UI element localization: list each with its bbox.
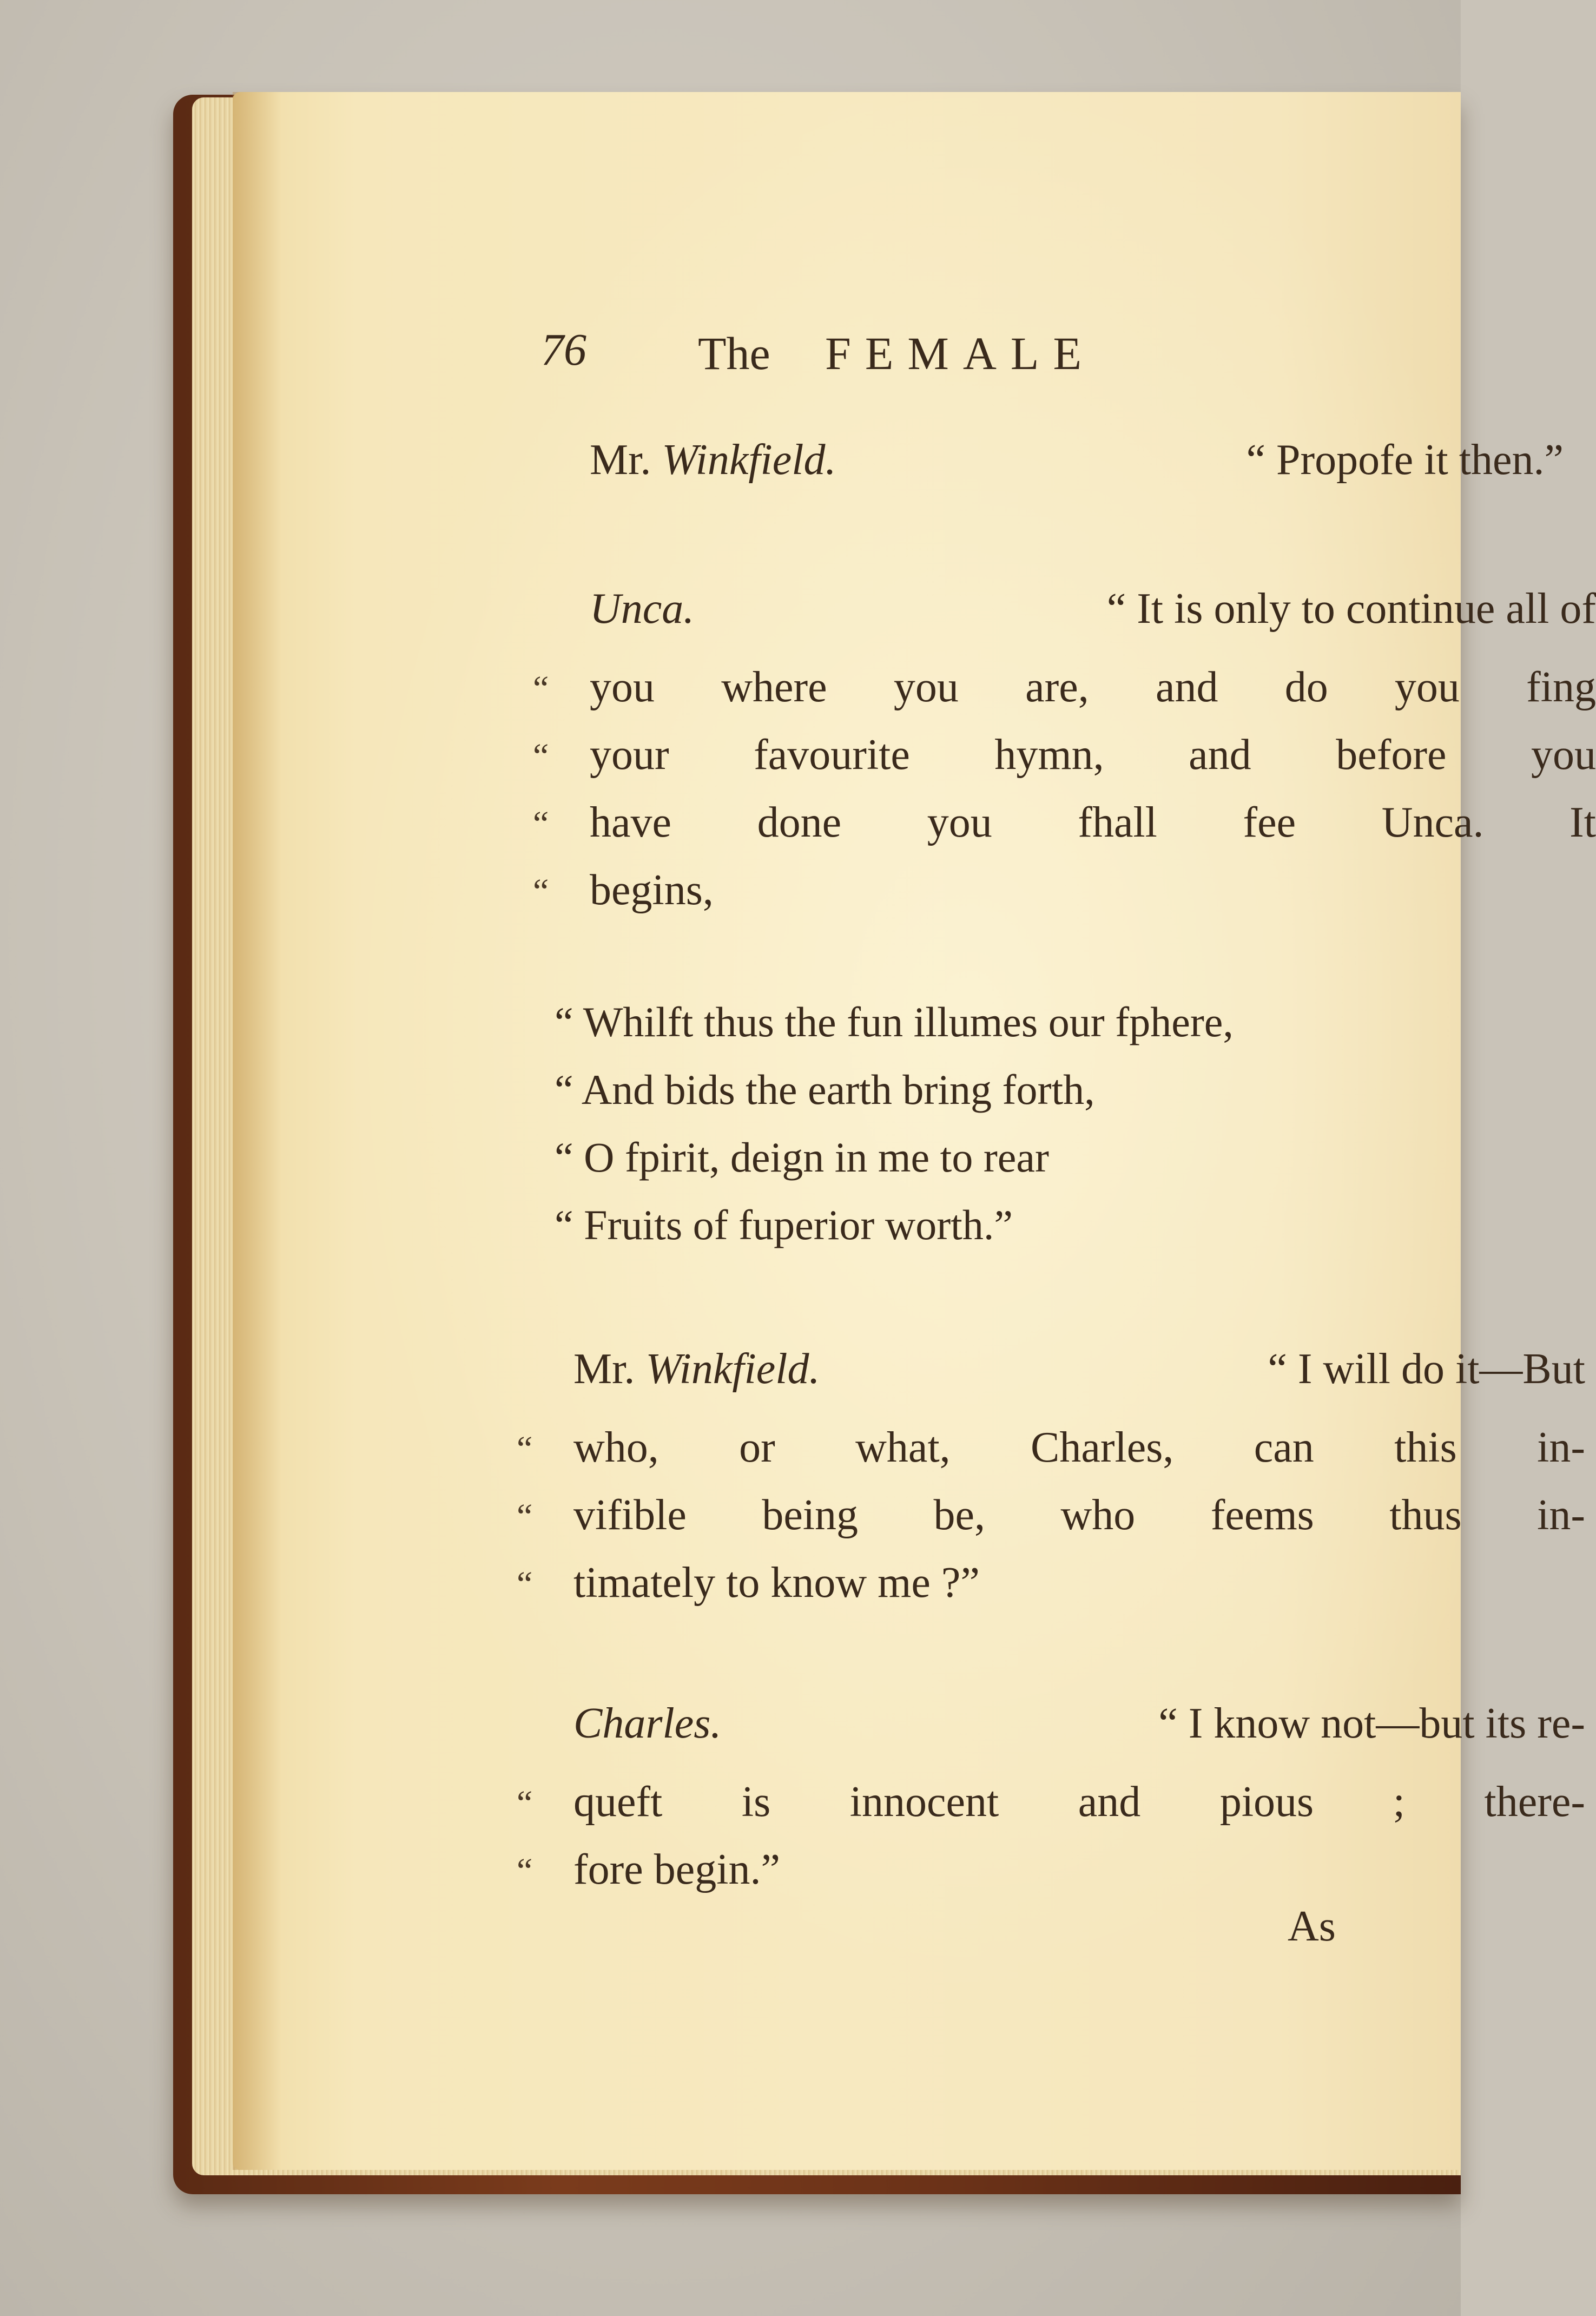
quote-mark: “ (517, 1497, 533, 1536)
text-line-6: begins, (590, 866, 714, 914)
quote-mark: “ (533, 736, 549, 776)
catchword: As (1288, 1903, 1336, 1950)
quote-mark: “ (517, 1851, 533, 1891)
running-head-title: FEMALE (825, 327, 1096, 379)
text-line-12 (573, 1780, 1585, 1824)
speaker-name: Winkfield. (662, 436, 836, 484)
book-page (233, 92, 1596, 2170)
line-text: who, or what, Charles, can this in- (573, 1424, 1585, 1471)
verse-line-3: “ O fpirit, deign in me to rear (555, 1134, 1050, 1181)
line-text: “ I will do it—But (1268, 1345, 1585, 1393)
text-line-10: timately to know me ?” (573, 1559, 980, 1607)
quote-mark: “ (517, 1429, 533, 1469)
running-head-prefix: The (698, 327, 770, 379)
quote-mark: “ (517, 1564, 533, 1604)
text-line-2 (590, 585, 1596, 633)
text-line-13: fore begin.” (573, 1846, 781, 1893)
line-text: you where you are, and do you fing (590, 663, 1596, 711)
line-text: “ Propofe it then.” (1246, 436, 1564, 484)
page-text (233, 92, 1596, 2170)
line-text: “ It is only to continue all of (1106, 585, 1596, 633)
line-text: your favourite hymn, and before you (590, 731, 1596, 779)
text-line-5 (590, 801, 1596, 844)
quote-mark: “ (517, 1784, 533, 1823)
text-line-3 (590, 663, 1596, 711)
speaker-name: Charles. (573, 1700, 722, 1747)
quote-mark: “ (533, 804, 549, 844)
verse-line-4: “ Fruits of fuperior worth.” (555, 1201, 1013, 1248)
speaker-name: Winkfield. (645, 1345, 820, 1393)
verse-line-1: “ Whilft thus the fun illumes our fphere, (555, 998, 1234, 1045)
text-line-11 (573, 1702, 1585, 1745)
speaker-title: Mr. (573, 1345, 635, 1393)
quote-mark: “ (533, 872, 549, 911)
line-text: have done you fhall fee Unca. It (590, 799, 1596, 846)
text-line-7 (573, 1347, 1585, 1391)
line-text: queft is innocent and pious ; there- (573, 1778, 1585, 1826)
speaker-name: Unca. (590, 585, 695, 633)
line-text: vifible being be, who feems thus in- (573, 1491, 1585, 1539)
speaker-title: Mr. (590, 436, 651, 484)
text-line-1 (590, 438, 1564, 482)
line-text: “ I know not—but its re- (1158, 1700, 1585, 1747)
verse-line-2: “ And bids the earth bring forth, (555, 1066, 1095, 1113)
quote-mark: “ (533, 669, 549, 708)
text-line-8 (573, 1426, 1585, 1469)
text-line-9 (573, 1493, 1585, 1537)
text-line-4 (590, 733, 1596, 777)
page-number: 76 (541, 325, 586, 375)
